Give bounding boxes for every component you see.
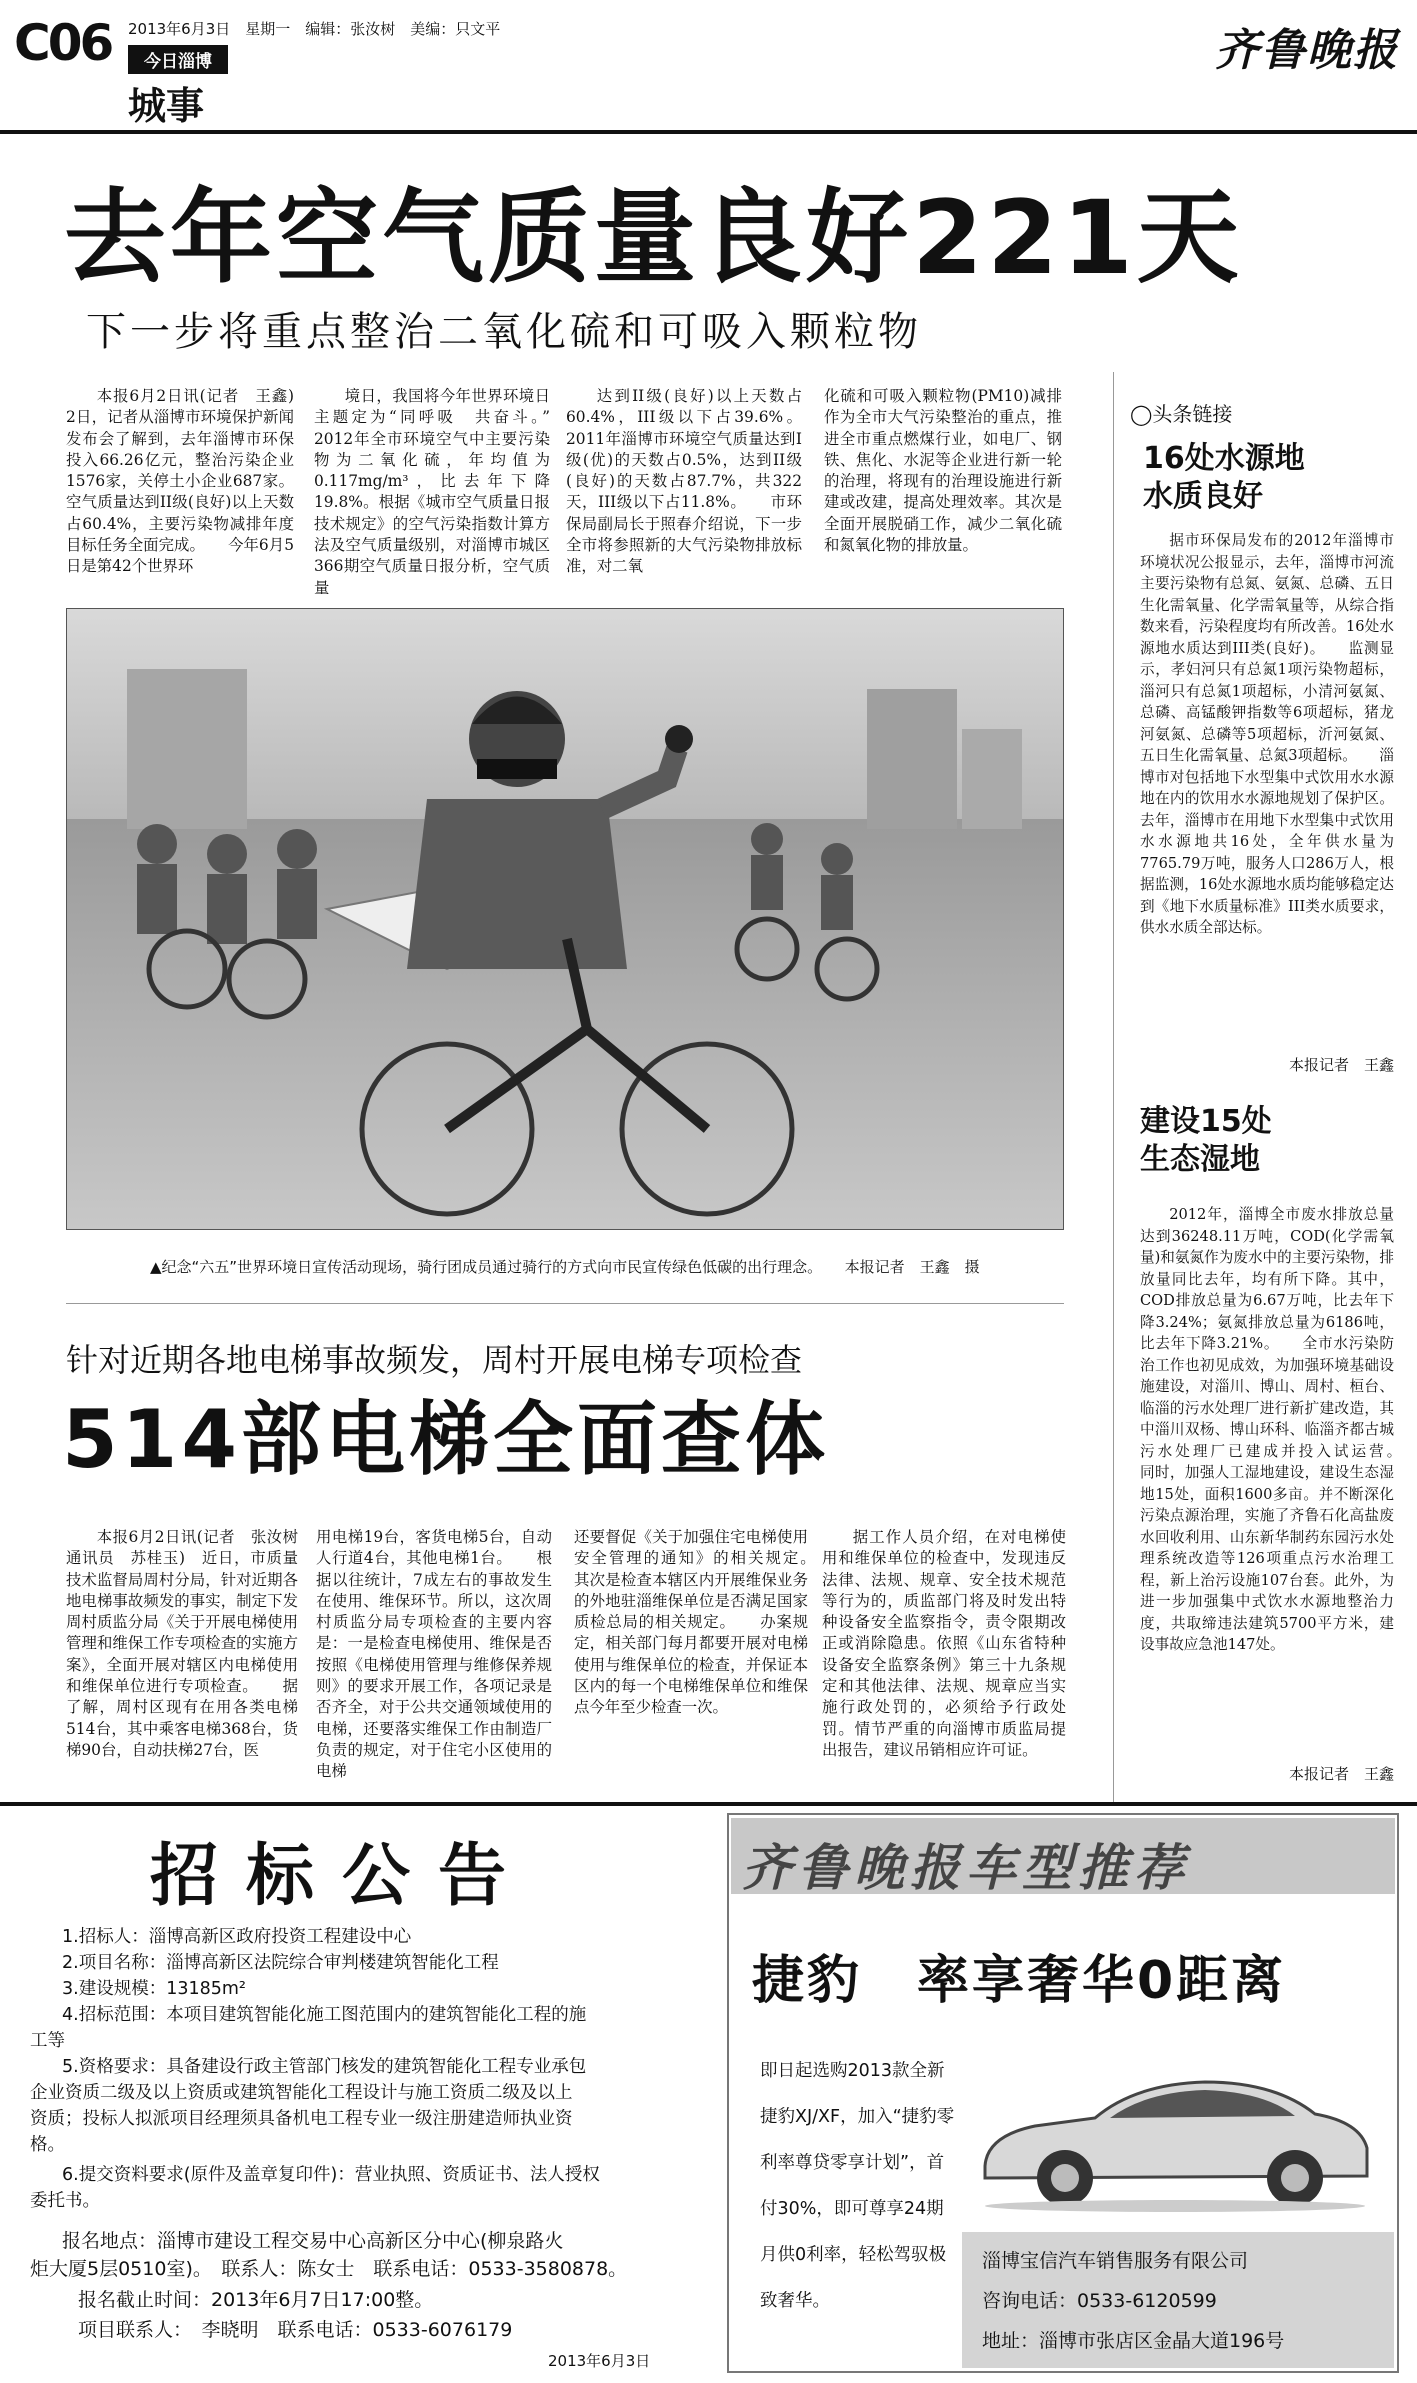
tender-line: 3.建设规模：13185m² [62,1979,246,1999]
bottom-rule [0,1802,1417,1806]
story2-column-4: 据工作人员介绍，在对电梯使用和维保单位的检查中，发现违反法律、法规、规章、安全技术规范等行为的，质监部门将及时发出特种设备安全监察指令，责令限期改正或消除隐患。依照《山东省特种设备安全监察条例》第三十九条规定和其他法律、法规、规章应当实施行政处罚的，必须给予行政处罚。情节严重的向淄博市质监局提出报告，建议吊销相应许可证。 [822,1528,1066,1759]
tender-date: 2013年6月3日 [548,2352,651,2370]
page-number: C06 [14,14,112,72]
tender-deadline: 报名截止时间：2013年6月7日17:00整。 [78,2289,434,2311]
car-ad-pitch: 即日起选购2013款全新捷豹XJ/XF，加入“捷豹零利率尊贷零享计划”，首付30%，即可尊享24期月供0利率，轻松驾驭极致奢华。 [760,2061,955,2311]
sidebar-text-wetland: 2012年，淄博全市废水排放总量达到36248.11万吨，COD(化学需氧量)和氨氮作为废水中的主要污染物，排放量同比去年，均有所下降。其中，COD排放总量为6.67万吨，比去年下降3.24%；氨氮排放总量为6186吨，比去年下降3.21%。 全市水污染防治工作也初见成效，为加强环境基础设施建设，对淄川、博山、周村、桓台、临淄的污水处理厂进行新扩建改造，其中淄川双杨、博山环科、临淄齐都古城污水处理厂已建成并投入试运营。 同时，加强人工湿地建设，建设生态湿地15处，面积1600多亩。并不断深化污染点源治理，实施了齐鲁石化高盐废水回收利用、山东新华制药东园污水处理系统改造等126项重点污水治理工程，新上治污设施107台套。此外，为进一步加强集中式饮水水源地整治力度，共取缔违法建筑5700平方米，建设事故应急池147处。 [1140,1206,1394,1653]
tender-line: 4.招标范围：本项目建筑智能化施工图范围内的建筑智能化工程的施 [62,2005,587,2025]
sidebar-head-water-source: 16处水源地 水质良好 [1143,441,1305,514]
dealer-name: 淄博宝信汽车销售服务有限公司 [982,2250,1249,2272]
header-rule [0,130,1417,134]
tender-line: 6.提交资料要求(原件及盖章复印件)：营业执照、资质证书、法人授权 [62,2165,600,2185]
photo-caption: ▲纪念“六五”世界环境日宣传活动现场，骑行团成员通过骑行的方式向市民宣传绿色低碳的出行理念。 本报记者 王鑫 摄 [150,1258,980,1276]
headline-elevator: 514部电梯全面查体 [62,1393,829,1486]
story2-column-3: 还要督促《关于加强住宅电梯使用安全管理的通知》的相关规定。 其次是检查本辖区内开展维保业务的外地驻淄维保单位是否满足国家质检总局的相关规定。 办案规定，相关部门每月都要开展对电梯使用与维保单位的检查，并保证本区内的每一个电梯维保单位和维保点今年至少检查一次。 [574,1528,808,1717]
sidebar-text-water-source: 据市环保局发布的2012年淄博市环境状况公报显示，去年，淄博市河流主要污染物有总氮、氨氮、总磷、五日生化需氧量、化学需氧量等，从综合指数来看，污染程度均有所改善。16处水源地水质达到III类(良好)。 监测显示，孝妇河只有总氮1项污染物超标，淄河只有总氮1项超标，小清河氨氮、总磷、高锰酸钾指数等6项超标，猪龙河氨氮、总磷等5项超标，沂河氨氮、五日生化需氧量、总氮3项超标。 淄博市对包括地下水型集中式饮用水水源地在内的饮用水水源地规划了保护区。去年，淄博市在用地下水型集中式饮用水水源地共16处，全年供水量为7765.79万吨，服务人口286万人，根据监测，16处水源地水质均能够稳定达到《地下水质量标准》III类水质要求，供水水质全部达标。 [1140,532,1394,936]
car-illustration [975,2048,1375,2216]
story1-column-3: 达到II级(良好)以上天数占60.4%，III级以下占39.6%。2011年淄博市环境空气质量达到I级(优)的天数占0.5%，达到II级(良好)的天数占87.7%，共322天，III级以下占11.8%。 市环保局副局长于照春介绍说，下一步全市将参照新的大气污染物排放标准，对二氧 [566,387,802,576]
dealer-address: 地址：淄博市张店区金晶大道196号 [982,2330,1285,2352]
tender-contact: 项目联系人： 李晓明 联系电话：0533-6076179 [78,2319,513,2341]
dealer-phone: 咨询电话：0533-6120599 [982,2290,1217,2312]
tender-line: 工等 [30,2031,65,2051]
tender-place-2: 炬大厦5层0510室)。 联系人：陈女士 联系电话：0533-3580878。 [30,2258,628,2280]
section-name: 城事 [128,84,205,128]
sidebar-head-wetland: 建设15处 生态湿地 [1140,1104,1272,1177]
subheadline-air-quality: 下一步将重点整治二氧化硫和可吸入颗粒物 [86,309,922,355]
sidebar-tag: ◯头条链接 [1130,402,1233,426]
header-meta: 2013年6月3日 星期一 编辑：张汝树 美编：只文平 [128,20,501,38]
tender-place: 报名地点：淄博市建设工程交易中心高新区分中心(柳泉路火 [62,2230,564,2252]
tender-line: 资质；投标人拟派项目经理须具备机电工程专业一级注册建造师执业资 [30,2109,573,2129]
tender-line: 企业资质二级及以上资质或建筑智能化工程设计与施工资质二级及以上 [30,2083,573,2103]
cyclists-photo-illustration [67,609,1064,1230]
masthead-logo: 齐鲁晚报 [1215,25,1399,76]
headline-air-quality: 去年空气质量良好221天 [64,179,1243,298]
story1-column-4: 化硫和可吸入颗粒物(PM10)减排作为全市大气污染整治的重点，推进全市重点燃煤行业，如电厂、钢铁、焦化、水泥等企业进行新一轮的治理，将现有的治理设施进行新建或改建，提高处理效率。其次是全面开展脱硝工作，减少二氧化硫和氮氧化物的排放量。 [824,387,1062,555]
tender-line: 格。 [30,2135,65,2155]
car-image [975,2048,1375,2216]
story2-column-1: 本报6月2日讯(记者 张汝树 通讯员 苏桂玉) 近日，市质量技术监督局周村分局，针对近期各地电梯事故频发的事实，制定下发周村质监分局《关于开展电梯使用管理和维保工作专项检查的实施方案》，全面开展对辖区内电梯使用和维保单位进行专项检查。 据了解，周村区现有在用各类电梯514台，其中乘客电梯368台，货梯90台，自动扶梯27台，医 [66,1528,298,1759]
sidebar-byline-1: 本报记者 王鑫 [1288,1056,1394,1074]
section-tag: 今日淄博 [128,45,228,74]
tender-line: 5.资格要求：具备建设行政主管部门核发的建筑智能化工程专业承包 [62,2057,587,2077]
sidebar-byline-2: 本报记者 王鑫 [1288,1765,1394,1783]
tender-title: 招标公告 [150,1837,535,1916]
story-divider [66,1303,1064,1304]
sidebar-divider [1113,372,1114,1802]
story2-column-2: 用电梯19台，客货电梯5台，自动人行道4台，其他电梯1台。 根据以往统计，7成左右的事故发生在使用、维保环节。所以，这次周村质监分局专项检查的主要内容是：一是检查电梯使用、维保是否按照《电梯使用管理与维修保养规则》的要求开展工作，各项记录是否齐全，对于公共交通领域使用的电梯，还要落实维保工作由制造厂负责的规定，对于住宅小区使用的电梯 [316,1528,552,1781]
cyclists-photo [66,608,1064,1230]
story1-column-2: 境日，我国将今年世界环境日主题定为“同呼吸 共奋斗。” 2012年全市环境空气中主要污染物为二氧化硫，年均值为0.117mg/m³，比去年下降19.8%。根据《城市空气质量日报技术规定》的空气污染指数计算方法及空气质量级别，对淄博市城区366期空气质量日报分析，空气质量 [314,387,550,596]
tender-line: 1.招标人：淄博高新区政府投资工程建设中心 [62,1927,412,1947]
story1-column-1: 本报6月2日讯(记者 王鑫) 2日，记者从淄博市环境保护新闻发布会了解到，去年淄博市环保投入66.26亿元，整治污染企业1576家，关停土小企业687家。空气质量达到II级(良好)以上天数占60.4%，主要污染物减排年度目标任务全面完成。 今年6月5日是第42个世界环 [66,387,294,576]
car-ad-banner-text: 齐鲁晚报车型推荐 [742,1838,1190,1897]
kicker-elevator: 针对近期各地电梯事故频发，周村开展电梯专项检查 [66,1341,803,1379]
tender-line: 2.项目名称：淄博高新区法院综合审判楼建筑智能化工程 [62,1953,499,1973]
tender-line: 委托书。 [30,2191,100,2211]
car-ad-slogan: 捷豹 率享奢华0距离 [752,1951,1287,2011]
